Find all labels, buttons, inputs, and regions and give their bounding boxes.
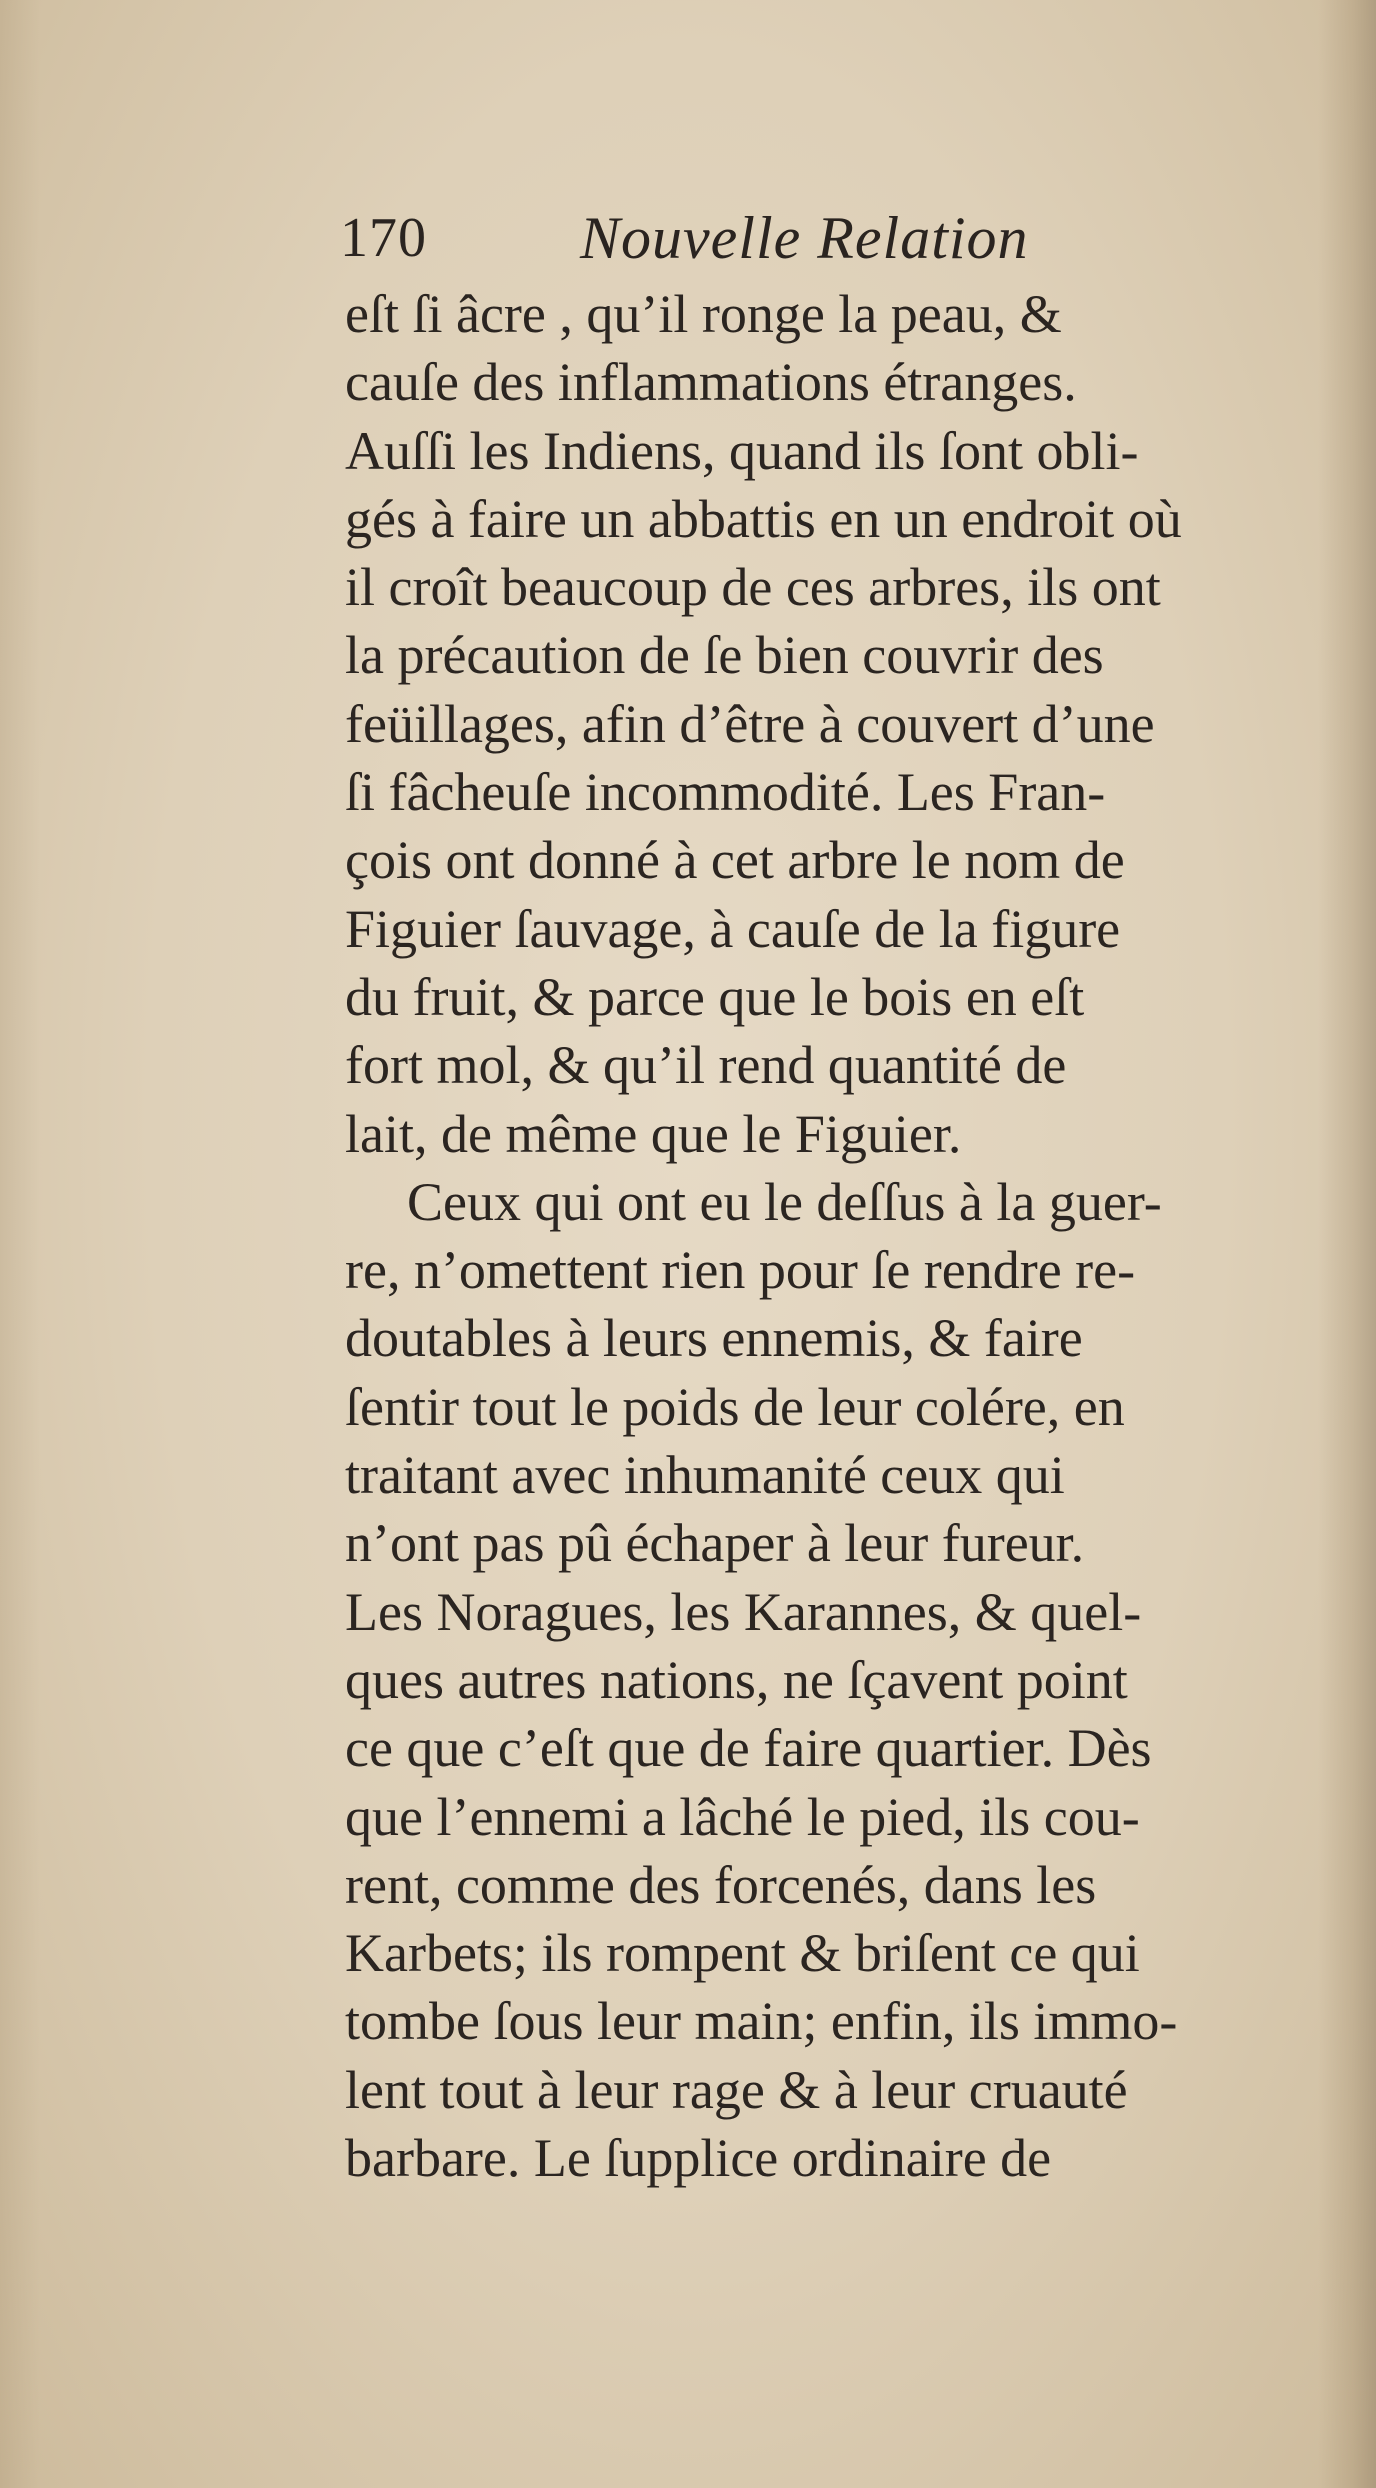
text-line: lait, de même que le Figuier. (345, 1103, 962, 1164)
text-line: doutables à leurs ennemis, & faire (345, 1308, 1083, 1369)
text-line: que l’ennemi a lâché le pied, ils cou- (345, 1786, 1140, 1847)
text-line: ce que c’eſt que de faire quartier. Dès (345, 1718, 1152, 1779)
text-line: il croît beaucoup de ces arbres, ils ont (345, 557, 1161, 618)
text-line: Auſſi les Indiens, quand ils ſont obli- (345, 420, 1139, 481)
page-number: 170 (340, 207, 427, 269)
text-line: rent, comme des forcenés, dans les (345, 1854, 1097, 1915)
text-line: gés à faire un abbattis en un endroit où (345, 488, 1182, 549)
text-line: cauſe des inflammations étranges. (345, 352, 1077, 413)
page-header (340, 198, 1300, 278)
text-line: Karbets; ils rompent & briſent ce qui (345, 1923, 1140, 1984)
text-line: barbare. Le ſupplice ordinaire de (345, 2128, 1052, 2189)
page-gutter-shadow (0, 0, 40, 2488)
text-line: ſi fâcheuſe incommodité. Les Fran- (345, 762, 1106, 823)
text-line: çois ont donné à cet arbre le nom de (345, 830, 1125, 891)
page-body-text (345, 280, 1295, 2192)
text-line: ques autres nations, ne ſçavent point (345, 1649, 1128, 1710)
running-title: Nouvelle Relation (580, 205, 1029, 271)
text-line: traitant avec inhumanité ceux qui (345, 1445, 1065, 1506)
text-line: tombe ſous leur main; enfin, ils immo- (345, 1991, 1178, 2052)
text-line: eſt ſi âcre , qu’il ronge la peau, & (345, 284, 1062, 344)
text-line: n’ont pas pû échaper à leur fureur. (345, 1513, 1085, 1574)
text-line: re, n’omettent rien pour ſe rendre re- (345, 1240, 1136, 1301)
text-line: fort mol, & qu’il rend quantité de (345, 1035, 1067, 1096)
page-edge-shadow (1318, 0, 1376, 2488)
text-line: ſentir tout le poids de leur colére, en (345, 1376, 1125, 1437)
text-line: Les Noragues, les Karannes, & quel- (345, 1581, 1142, 1642)
text-line: du fruit, & parce que le bois en eſt (345, 966, 1085, 1027)
paragraph-first-line: Ceux qui ont eu le deſſus à la guer- (407, 1171, 1162, 1232)
text-line: lent tout à leur rage & à leur cruauté (345, 2059, 1128, 2120)
text-line: la précaution de ſe bien couvrir des (345, 625, 1104, 686)
text-line: feüillages, afin d’être à couvert d’une (345, 693, 1155, 754)
text-line: Figuier ſauvage, à cauſe de la figure (345, 898, 1121, 959)
